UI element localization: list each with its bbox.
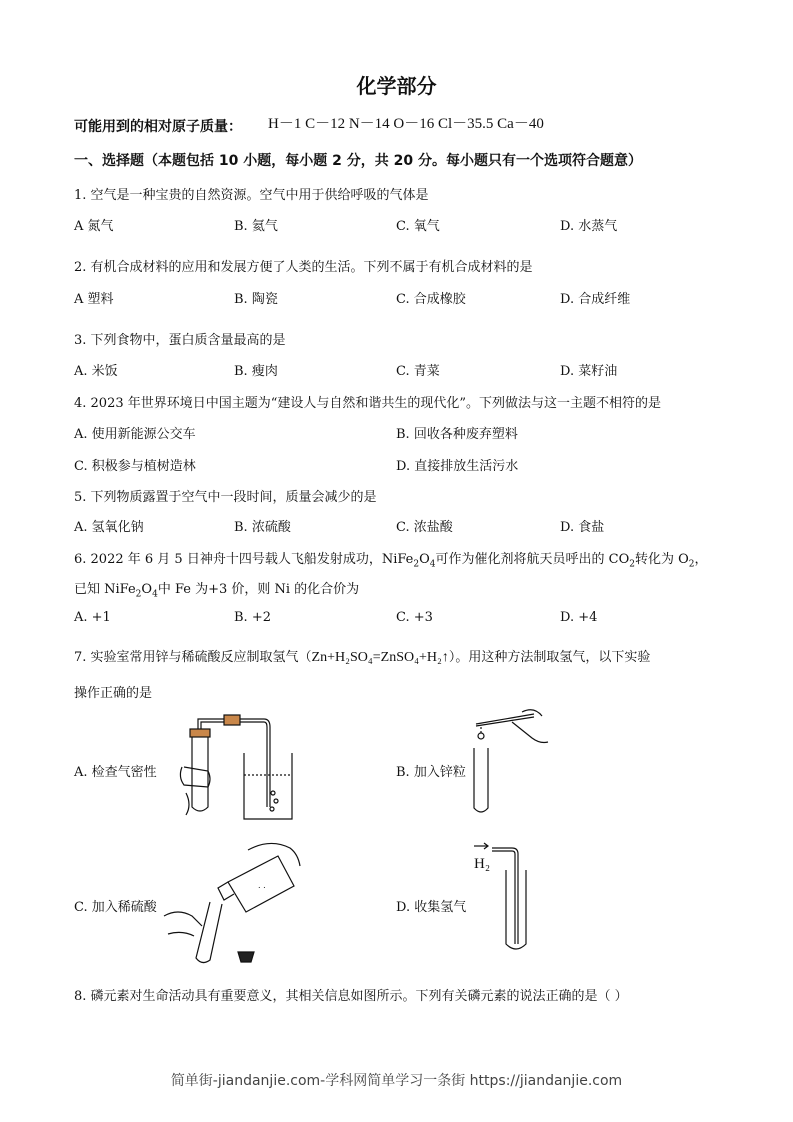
airtightness-check-figure bbox=[178, 715, 298, 825]
question-6-line-2: 已知 $NiFe_2O_4$中 Fe 为+3 价，则 Ni 的化合价为 bbox=[74, 582, 360, 600]
section-heading: 一、选择题（本题包括 10 小题，每小题 2 分，共 20 分。每小题只有一个选项符合题意） bbox=[74, 153, 642, 169]
q7-option-a: A. 检查气密性 bbox=[74, 765, 157, 780]
page-footer: 简单街-jiandanjie.com-学科网简单学习一条街 https://jiandanjie.com bbox=[170, 1073, 623, 1089]
q4-option-d: D. 直接排放生活污水 bbox=[396, 459, 519, 474]
q2-option-b: B. 陶瓷 bbox=[234, 292, 278, 307]
reaction-equation: Zn+H₂SO₄=ZnSO₄+H₂↑ bbox=[311, 650, 449, 665]
q1-option-b: B. 氦气 bbox=[234, 219, 278, 234]
q6-option-c: C. +3 bbox=[396, 610, 433, 625]
q7-option-b: B. 加入锌粒 bbox=[396, 765, 466, 780]
question-3-stem: 3. 下列食物中，蛋白质含量最高的是 bbox=[74, 333, 286, 348]
q6-option-d: D. +4 bbox=[560, 610, 598, 625]
q4-option-c: C. 积极参与植树造林 bbox=[74, 459, 196, 474]
svg-text:. .: . . bbox=[258, 881, 266, 890]
add-acid-figure bbox=[158, 838, 306, 968]
question-8-stem: 8. 磷元素对生命活动具有重要意义，其相关信息如图所示。下列有关磷元素的说法正确的是（ ） bbox=[74, 989, 628, 1004]
question-5-stem: 5. 下列物质露置于空气中一段时间，质量会减少的是 bbox=[74, 490, 377, 505]
q5-option-b: B. 浓硫酸 bbox=[234, 520, 291, 535]
question-4-stem: 4. 2023 年世界环境日中国主题为“建设人与自然和谐共生的现代化”。下列做法与这一主题不相符的是 bbox=[74, 396, 662, 411]
question-1-stem: 1. 空气是一种宝贵的自然资源。空气中用于供给呼吸的气体是 bbox=[74, 188, 429, 203]
q3-option-a: A. 米饭 bbox=[74, 364, 118, 379]
q5-option-d: D. 食盐 bbox=[560, 520, 605, 535]
q2-option-d: D. 合成纤维 bbox=[560, 292, 631, 307]
question-6-line-1: 6. 2022 年 6 月 5 日神舟十四号载人飞船发射成功，$NiFe_2O_4$可作为催化剂将航天员呼出的 $CO_2$转化为 $O_2$， bbox=[74, 552, 708, 570]
question-2-stem: 2. 有机合成材料的应用和发展方便了人类的生活。下列不属于有机合成材料的是 bbox=[74, 260, 533, 275]
q7-option-c: C. 加入稀硫酸 bbox=[74, 900, 157, 915]
question-7-line-2: 操作正确的是 bbox=[74, 686, 153, 701]
q1-option-a: A 氮气 bbox=[74, 219, 114, 234]
q4-option-a: A. 使用新能源公交车 bbox=[74, 427, 196, 442]
h2-label: H₂ bbox=[474, 856, 491, 872]
q2-option-a: A 塑料 bbox=[74, 292, 114, 307]
q2-option-c: C. 合成橡胶 bbox=[396, 292, 466, 307]
q1-option-c: C. 氧气 bbox=[396, 219, 440, 234]
q3-option-c: C. 青菜 bbox=[396, 364, 440, 379]
q4-option-b: B. 回收各种废弃塑料 bbox=[396, 427, 518, 442]
q3-option-b: B. 瘦肉 bbox=[234, 364, 278, 379]
q6-option-a: A. +1 bbox=[74, 610, 111, 625]
atomic-mass-label: 可能用到的相对原子质量： bbox=[74, 119, 242, 135]
q6-option-b: B. +2 bbox=[234, 610, 271, 625]
q5-option-a: A. 氢氧化钠 bbox=[74, 520, 144, 535]
q7-option-d: D. 收集氢气 bbox=[396, 900, 467, 915]
question-7-line-1: 7. 实验室常用锌与稀硫酸反应制取氢气（Zn+H₂SO₄=ZnSO₄+H₂↑）。用这种方法制取氢气，以下实验 bbox=[74, 650, 651, 665]
add-zinc-figure bbox=[462, 708, 554, 818]
page-title: 化学部分 bbox=[356, 74, 437, 98]
q1-option-d: D. 水蒸气 bbox=[560, 219, 618, 234]
atomic-mass-values: H－1 C－12 N－14 O－16 Cl－35.5 Ca－40 bbox=[268, 116, 544, 132]
q5-option-c: C. 浓盐酸 bbox=[396, 520, 453, 535]
q3-option-d: D. 菜籽油 bbox=[560, 364, 618, 379]
